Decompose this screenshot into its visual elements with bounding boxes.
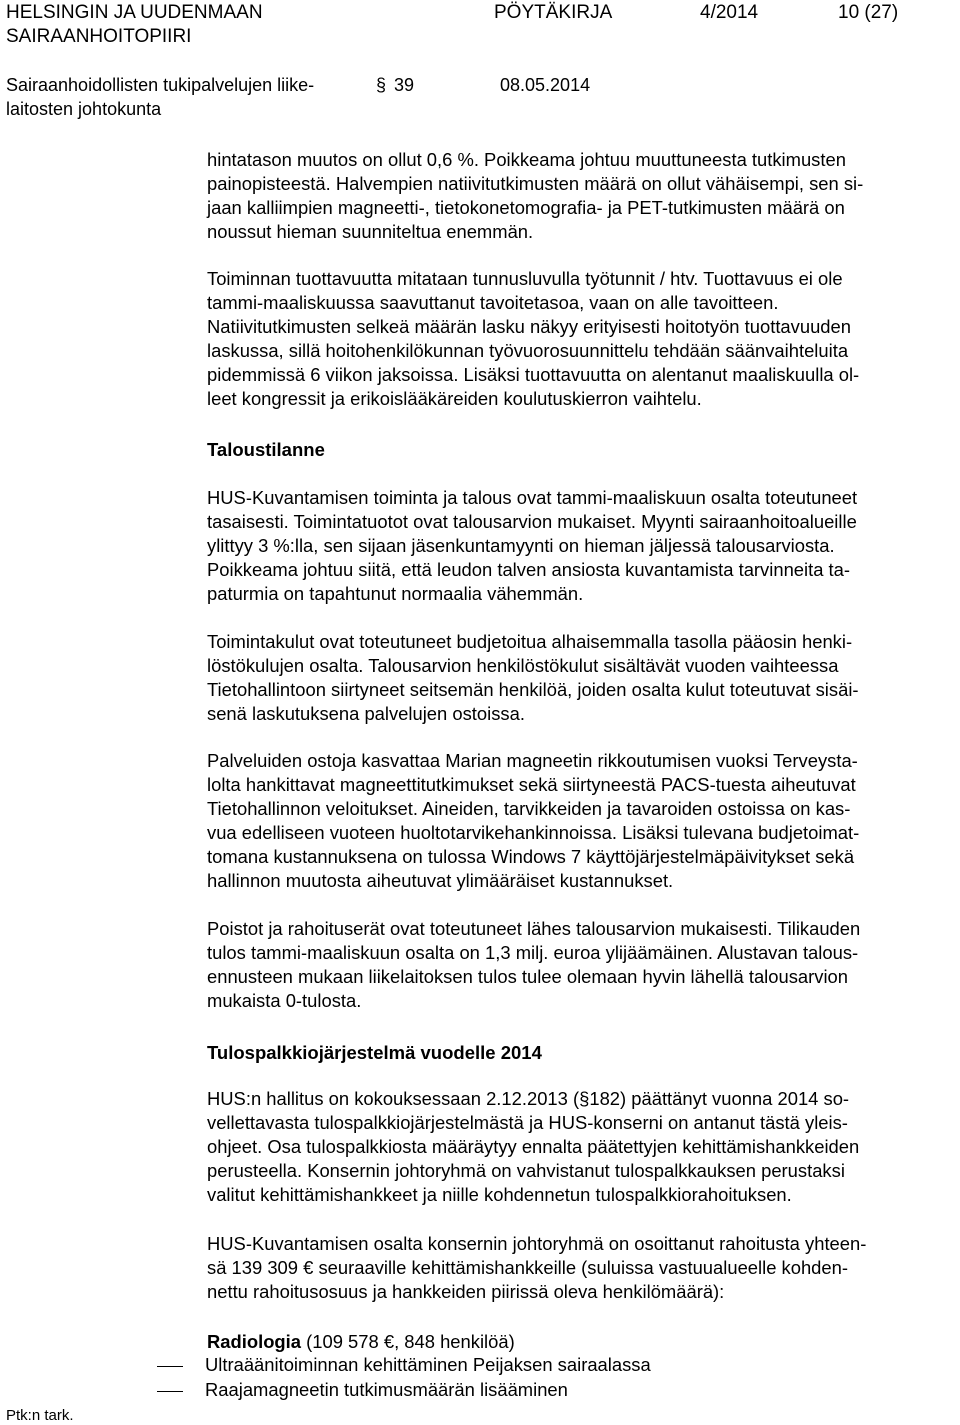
text-line: vua edelliseen vuoteen huoltotarvikehankinnoissa. Lisäksi tulevana budjetoimat-	[207, 821, 860, 843]
text-line: vellettavasta tulospalkkiojärjestelmästä ja HUS-konserni on antanut tästä yleis-	[207, 1111, 848, 1133]
board-name-line2: laitosten johtokunta	[6, 99, 162, 119]
paragraph-price-level	[207, 148, 947, 244]
heading-tulospalkkio: Tulospalkkiojärjestelmä vuodelle 2014	[207, 1042, 542, 1063]
text-line: nettu rahoitusosuus ja hankkeiden piirissä oleva henkilömäärä):	[207, 1280, 725, 1302]
text-line: hintatason muutos on ollut 0,6 %. Poikkeama johtuu muuttuneesta tutkimusten	[207, 149, 846, 170]
text-line: Natiivitutkimusten selkeä määrän lasku näkyy erityisesti hoitotyön tuottavuuden	[207, 315, 851, 337]
radiologia-line	[207, 1330, 947, 1353]
text-line: Palveluiden ostoja kasvattaa Marian magneetin rikkoutumisen vuoksi Terveysta-	[207, 750, 858, 771]
text-line: senä laskutuksena palvelujen ostoissa.	[207, 702, 525, 724]
paragraph-result	[207, 917, 947, 1013]
text-line: painopisteestä. Halvempien natiivitutkimusten määrä on ollut vähäisempi, sen si-	[207, 172, 864, 194]
text-line: paturmia on tapahtunut normaalia vähemmän.	[207, 582, 584, 604]
minutes-checker-label: Ptk:n tark.	[6, 1407, 74, 1424]
text-line: ohjeet. Osa tulospalkkiosta määräytyy ennalta päätettyjen kehittämishankkeiden	[207, 1135, 860, 1157]
text-line: HUS-Kuvantamisen osalta konsernin johtoryhmä on osoittanut rahoitusta yhteen-	[207, 1233, 867, 1254]
document-type: PÖYTÄKIRJA	[494, 2, 613, 23]
text-line: Tietohallintoon siirtyneet seitsemän henkilöä, joiden osalta kulut toteutuvat sisäi-	[207, 678, 859, 700]
text-line: löstökulujen osalta. Talousarvion henkilöstökulut sisältävät vuoden vaihteessa	[207, 654, 839, 676]
radiologia-name: Radiologia	[207, 1331, 302, 1352]
page-indicator: 10 (27)	[838, 2, 899, 23]
text-line: lolta hankittavat magneettitutkimukset sekä siirtyneestä PACS-tuesta aiheutuvat	[207, 773, 856, 795]
text-line: hallinnon muutosta aiheutuvat ylimääräiset kustannukset.	[207, 869, 674, 891]
text-line: laskussa, sillä hoitohenkilökunnan työvuorosuunnittelu tehdään säänvaihteluita	[207, 339, 849, 361]
dash-bullet-icon	[157, 1366, 183, 1367]
text-line: Poikkeama johtuu siitä, että leudon talven ansiosta kuvantamista tarvinneita ta-	[207, 558, 851, 580]
organization-name-line1: HELSINGIN JA UUDENMAAN	[6, 2, 263, 23]
paragraph-bonus-system	[207, 1087, 947, 1207]
paragraph-funding	[207, 1232, 947, 1304]
text-line: noussut hieman suunniteltua enemmän.	[207, 220, 534, 242]
text-line: pidemmissä 6 viikon jaksoissa. Lisäksi tuottavuutta on alentanut maaliskuulla ol-	[207, 363, 860, 385]
text-line: leet kongressit ja erikoislääkäreiden koulutuskierron vaihtelu.	[207, 387, 702, 409]
text-line: sä 139 309 € seuraaville kehittämishankkeille (suluissa vastuualueelle kohden-	[207, 1256, 848, 1278]
paragraph-finances	[207, 486, 947, 606]
list-item-text: Ultraäänitoiminnan kehittäminen Peijaksen sairaalassa	[205, 1354, 651, 1375]
organization-name-line2: SAIRAANHOITOPIIRI	[6, 26, 192, 47]
text-line: tomana kustannuksena on tulossa Windows 7 käyttöjärjestelmäpäivitykset sekä	[207, 845, 855, 867]
text-line: tammi-maaliskuussa saavuttanut tavoitetasoa, vaan on alle tavoitteen.	[207, 291, 779, 313]
text-line: HUS-Kuvantamisen toiminta ja talous ovat tammi-maaliskuun osalta toteutuneet	[207, 487, 858, 508]
list-item	[157, 1379, 568, 1401]
text-line: ennusteen mukaan liikelaitoksen tulos tulee olemaan hyvin lähellä talousarvion	[207, 965, 849, 987]
text-line: Toimintakulut ovat toteutuneet budjetoitua alhaisemmalla tasolla pääosin henki-	[207, 631, 853, 652]
text-line: Poistot ja rahoituserät ovat toteutuneet lähes talousarvion mukaisesti. Tilikauden	[207, 918, 861, 939]
text-line: tasaisesti. Toimintatuotot ovat talousarvion mukaiset. Myynti sairaanhoitoalueille	[207, 510, 857, 532]
dash-bullet-icon	[157, 1391, 183, 1392]
document-number: 4/2014	[700, 2, 759, 23]
heading-taloustilanne: Taloustilanne	[207, 439, 325, 460]
paragraph-productivity	[207, 267, 947, 410]
text-line: valitut kehittämishankkeet ja niille kohdennetun tulospalkkiorahoituksen.	[207, 1183, 792, 1205]
text-line: mukaista 0-tulosta.	[207, 989, 362, 1011]
text-line: perusteella. Konsernin johtoryhmä on vahvistanut tulospalkkauksen perustaksi	[207, 1159, 845, 1181]
text-line: tulos tammi-maaliskuun osalta on 1,3 milj. euroa ylijäämäinen. Alustavan talous-	[207, 941, 859, 963]
text-line: Tietohallinnon veloitukset. Aineiden, tarvikkeiden ja tavaroiden ostoissa on kas-	[207, 797, 851, 819]
section-symbol: §	[376, 75, 387, 95]
board-name-line1: Sairaanhoidollisten tukipalvelujen liike-	[6, 75, 315, 95]
text-line: HUS:n hallitus on kokouksessaan 2.12.2013 (§182) päättänyt vuonna 2014 so-	[207, 1088, 850, 1109]
meeting-date: 08.05.2014	[500, 75, 591, 95]
text-line: Toiminnan tuottavuutta mitataan tunnusluvulla työtunnit / htv. Tuottavuus ei ole	[207, 268, 843, 289]
radiologia-details: (109 578 €, 848 henkilöä)	[301, 1331, 515, 1352]
paragraph-operating-costs	[207, 630, 947, 726]
list-item-text: Raajamagneetin tutkimusmäärän lisääminen	[205, 1379, 568, 1400]
paragraph-service-purchases	[207, 749, 947, 892]
text-line: jaan kalliimpien magneetti-, tietokonetomografia- ja PET-tutkimusten määrä on	[207, 196, 845, 218]
list-item	[157, 1354, 651, 1376]
text-line: ylittyy 3 %:lla, sen sijaan jäsenkuntamyynti on hieman jäljessä talousarviosta.	[207, 534, 835, 556]
section-number: 39	[394, 75, 415, 95]
